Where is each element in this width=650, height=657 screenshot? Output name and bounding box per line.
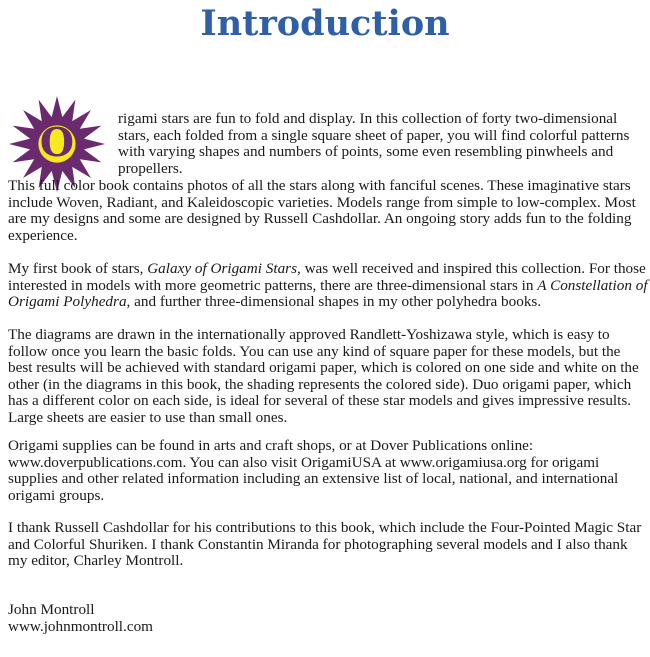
- paragraph-thanks: I thank Russell Cashdollar for his contributions to this book, which include the Four-Pointed Magic Star and Colorful Shuriken. I thank Constantin Miranda for photographing several models and I also thank my editor, Charley Montroll.: [8, 519, 642, 570]
- paragraph-text: My first book of stars,: [8, 260, 148, 277]
- paragraph-diagrams: The diagrams are drawn in the internationally approved Randlett-Yoshizawa style, which is easy to follow once you learn the basic folds. You can use any kind of square paper for these models, but the best results will be achieved with standard origami paper, which is colored on one side and white on the other (in the diagrams in this book, the shading represents the colored side). Duo origami paper, which has a different color on each side, is ideal for several of these star models and gives impressive results. Large sheets are easier to use than small ones.: [8, 326, 639, 426]
- intro-paragraph: rigami stars are fun to fold and display. In this collection of forty two-dimensional stars, each folded from a single square sheet of paper, you will find colorful patterns with varying shapes and numbers of points, some even resembling pinwheels and propellers.: [118, 110, 630, 177]
- paragraph-first-book: [8, 261, 648, 311]
- paragraph-text: , was well received and inspired this collection. For those interested in models with more geometric patterns, there are three-dimensional stars in: [8, 260, 646, 294]
- paragraph-text: , and further three-dimensional shapes in my other polyhedra books.: [126, 293, 542, 311]
- paragraph-book-contents: This full color book contains photos of all the stars along with fanciful scenes. These imaginative stars include Woven, Radiant, and Kaleidoscopic varieties. Models range from simple to low-complex. Most are my designs and some are designed by Russell Cashdollar. An ongoing story adds fun to the folding experience.: [8, 177, 636, 244]
- book-title-constellation: A Constellation of Origami Polyhedra: [8, 276, 648, 311]
- author-name: John Montroll: [8, 601, 95, 618]
- paragraph-supplies: Origami supplies can be found in arts and craft shops, or at Dover Publications online: www.doverpublications.com. You can also visit OrigamiUSA at www.origamiusa.org for origami supplies and other related information including an extensive list of local, national, and international origami groups.: [8, 437, 619, 504]
- author-website: www.johnmontroll.com: [8, 618, 153, 635]
- drop-cap-letter: O: [39, 119, 75, 166]
- book-title-galaxy: Galaxy of Origami Stars: [147, 260, 297, 277]
- page-title: Introduction: [200, 3, 450, 44]
